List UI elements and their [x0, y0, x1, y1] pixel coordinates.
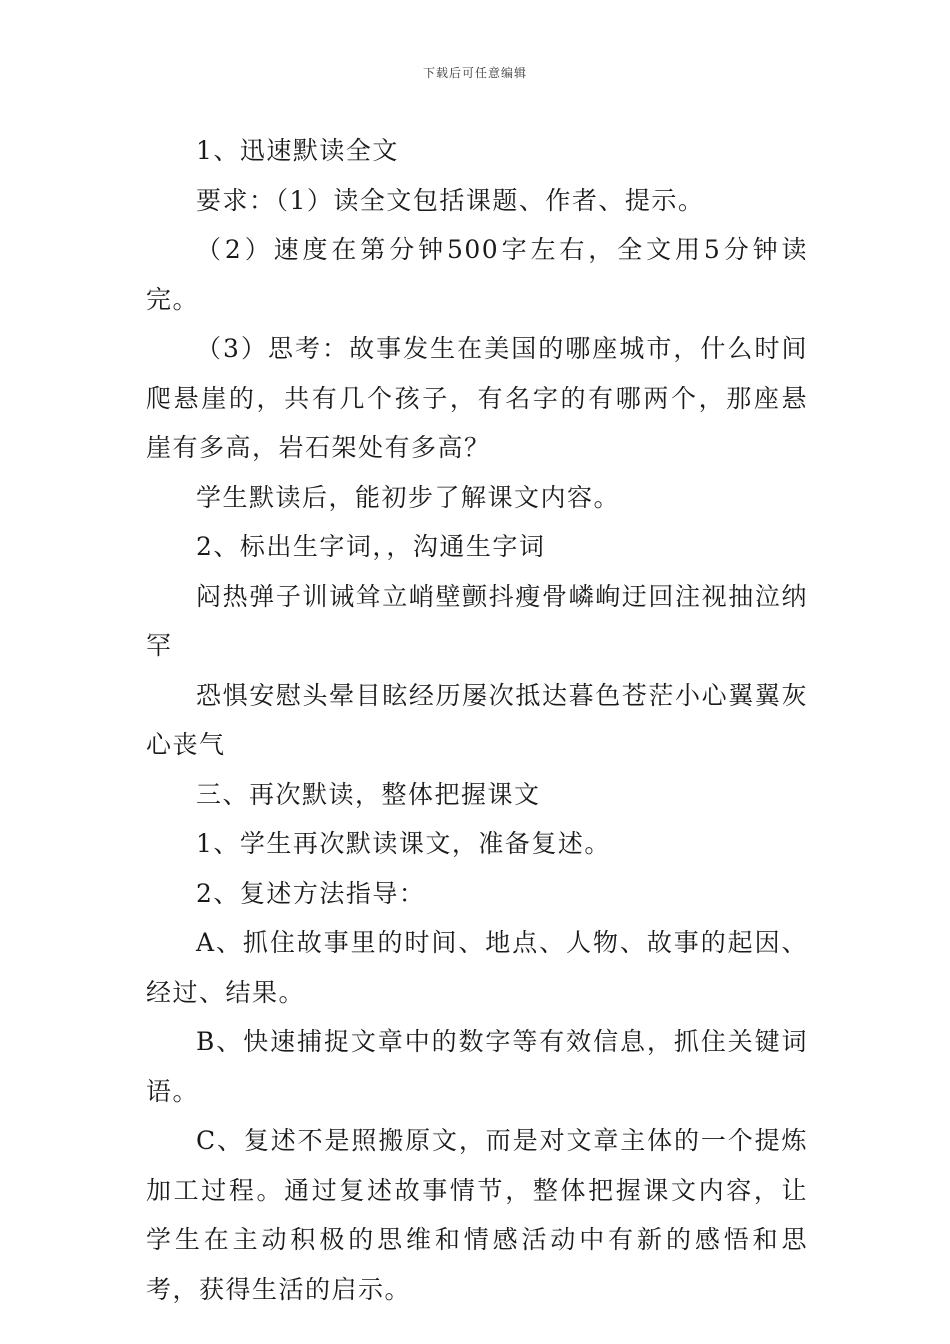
paragraph-point-a: A、抓住故事里的时间、地点、人物、故事的起因、经过、结果。	[146, 928, 808, 1007]
document-body	[146, 126, 808, 1314]
paragraph-step-1: 1、迅速默读全文	[196, 136, 399, 165]
paragraph-requirements: 要求：（1）读全文包括课题、作者、提示。	[196, 185, 705, 215]
paragraph-section-3: 三、再次默读，整体把握课文	[196, 779, 541, 809]
paragraph-point-c: C、复述不是照搬原文，而是对文章主体的一个提炼加工过程。通过复述故事情节，整体把握课文内容，让学生在主动积极的思维和情感活动中有新的感悟和思考，获得生活的启示。	[146, 1126, 808, 1304]
paragraph-point-b: B、快速捕捉文章中的数字等有效信息，抓住关键词语。	[146, 1027, 808, 1106]
paragraph-retell-guide: 2、复述方法指导：	[196, 878, 426, 908]
paragraph-vocab-1: 闷热弹子训诫耸立峭壁颤抖瘦骨嶙峋迂回注视抽泣纳罕	[146, 581, 808, 660]
paragraph-vocab-2: 恐惧安慰头晕目眩经历屡次抵达暮色苍茫小心翼翼灰心丧气	[146, 680, 808, 759]
paragraph-step-2: 2、标出生字词，，沟通生字词	[196, 532, 546, 561]
paragraph-requirement-2: （2）速度在第分钟500字左右，全文用5分钟读完。	[146, 235, 808, 314]
paragraph-requirement-3: （3）思考：故事发生在美国的哪座城市，什么时间爬悬崖的，共有几个孩子，有名字的有哪两个，那座悬崖有多高，岩石架处有多高？	[146, 334, 808, 462]
page-header: 下载后可任意编辑	[422, 66, 527, 80]
paragraph-after-reading: 学生默读后，能初步了解课文内容。	[196, 482, 621, 512]
paragraph-reread: 1、学生再次默读课文，准备复述。	[196, 829, 611, 858]
